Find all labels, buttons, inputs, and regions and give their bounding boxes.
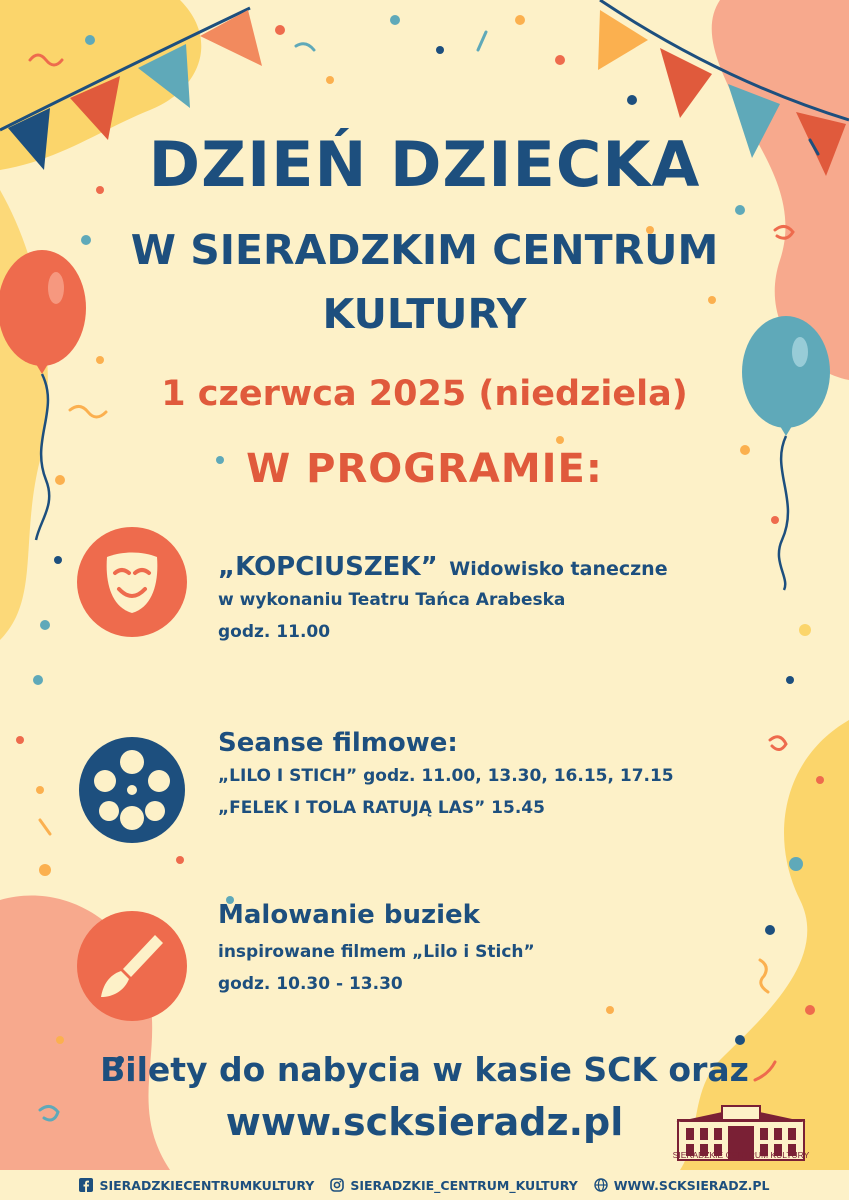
flag (660, 48, 712, 118)
title-line-1: DZIEŃ DZIECKA (148, 128, 701, 201)
program-item-malowanie (218, 900, 535, 1000)
tickets-info: Bilety do nabycia w kasie SCK oraz (100, 1050, 749, 1089)
theater-mask-icon (77, 527, 187, 637)
title-line-3: KULTURY (322, 290, 527, 338)
item-title: Seanse filmowe: (218, 728, 458, 758)
footer-facebook[interactable] (79, 1178, 314, 1193)
title-line-2: W SIERADZKIM CENTRUM (130, 226, 719, 274)
facebook-handle: SIERADZKIECENTRUMKULTURY (99, 1177, 315, 1193)
globe-icon (594, 1178, 608, 1192)
item-line-2: „LILO I STICH” godz. 11.00, 13.30, 16.15, 17.15 (218, 766, 674, 786)
footer-website[interactable] (594, 1178, 770, 1193)
footer (0, 1170, 849, 1200)
item-line-3: godz. 10.30 - 13.30 (218, 974, 403, 994)
item-line-3: „FELEK I TOLA RATUJĄ LAS” 15.45 (218, 798, 545, 818)
logo-text: SIERADZKIE CENTRUM KULTURY (672, 1150, 810, 1160)
item-title: Malowanie buziek (218, 900, 480, 930)
website-link: WWW.SCKSIERADZ.PL (613, 1177, 770, 1193)
program-heading: W PROGRAMIE: (246, 446, 603, 492)
program-item-kopciuszek (218, 552, 668, 648)
flag (598, 10, 648, 70)
instagram-icon (330, 1178, 344, 1192)
tickets-website-link[interactable]: www.scksieradz.pl (225, 1100, 624, 1144)
item-line-2: inspirowane filmem „Lilo i Stich” (218, 942, 535, 962)
item-line-2: w wykonaniu Teatru Tańca Arabeska (218, 590, 566, 610)
film-reel-icon (77, 735, 187, 845)
paintbrush-icon (77, 911, 187, 1021)
facebook-icon (79, 1178, 93, 1192)
program-item-seanse (218, 728, 674, 824)
item-line-3: godz. 11.00 (218, 622, 331, 642)
instagram-handle: SIERADZKIE_CENTRUM_KULTURY (350, 1177, 578, 1193)
footer-instagram[interactable] (330, 1178, 577, 1193)
item-title: „KOPCIUSZEK” (218, 552, 438, 582)
item-subtitle: Widowisko taneczne (449, 558, 668, 580)
event-date: 1 czerwca 2025 (niedziela) (161, 374, 688, 414)
